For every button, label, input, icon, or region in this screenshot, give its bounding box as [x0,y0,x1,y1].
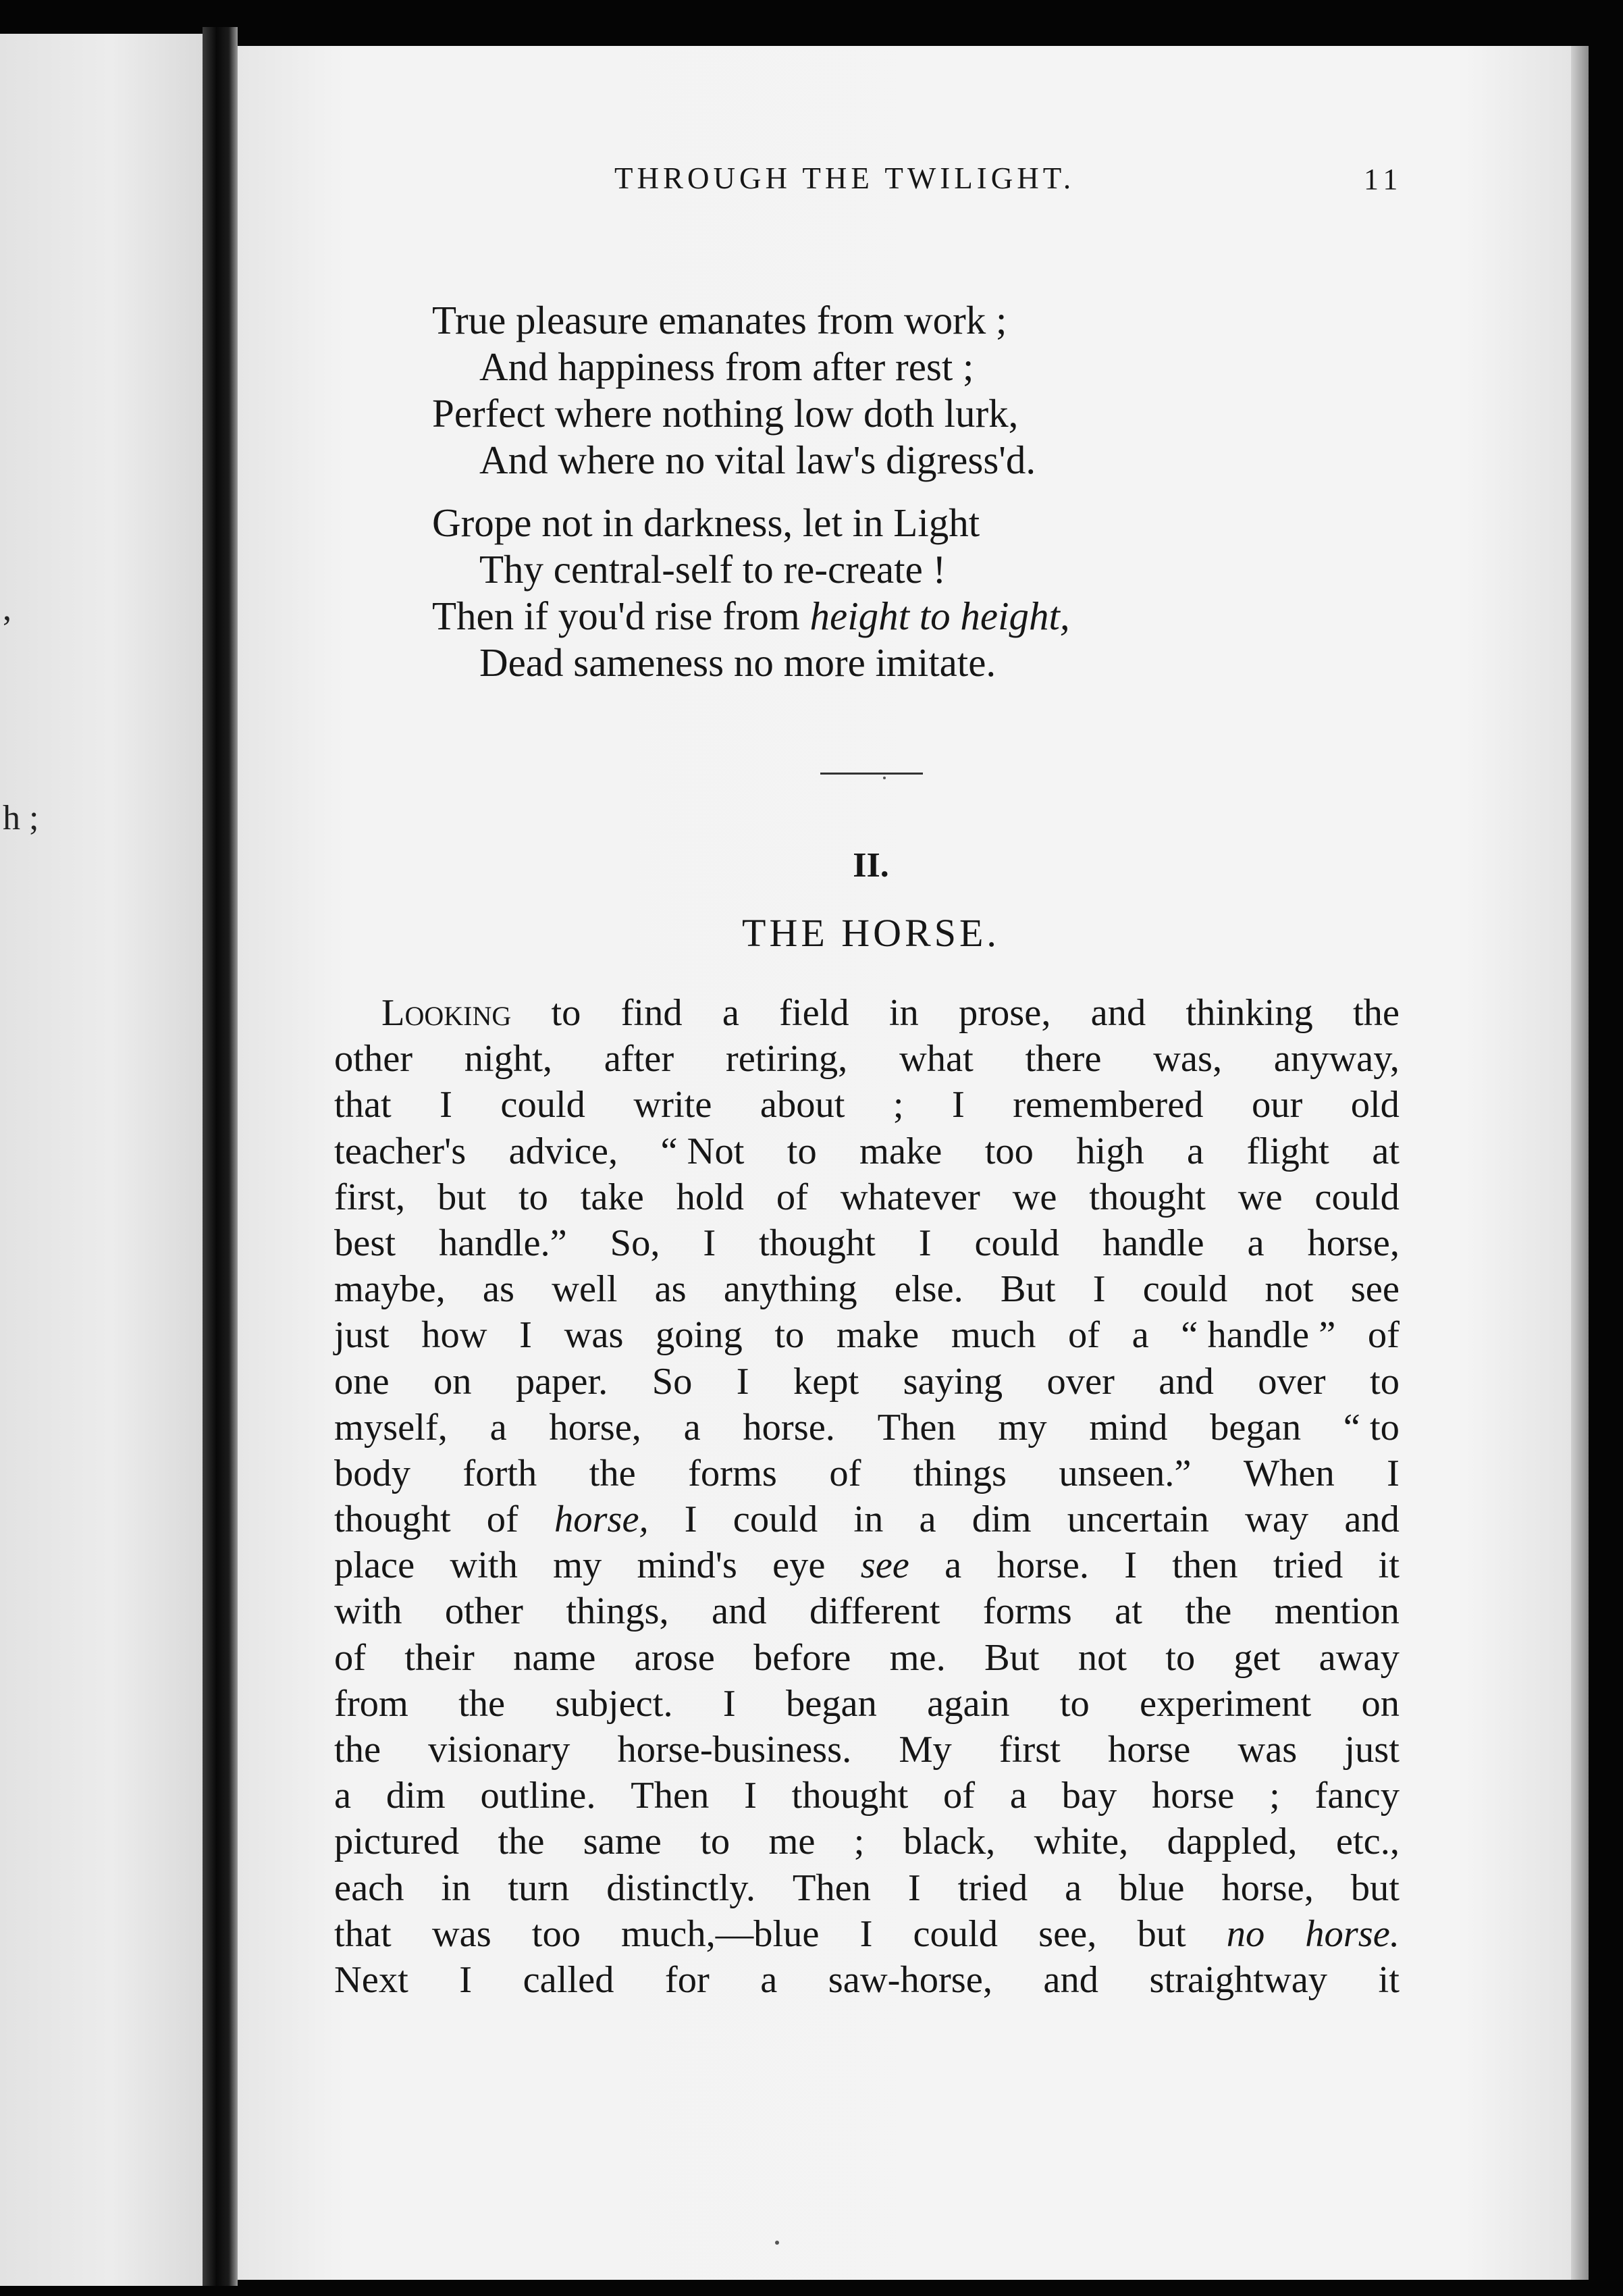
prose-word: horse-business. [617,1729,852,1771]
prose-word: maybe, [334,1268,446,1311]
prose-word: with [334,1590,402,1633]
prose-word: other [334,1038,413,1080]
prose-word: kept [793,1360,859,1403]
prose-word: mention [1274,1590,1400,1633]
prose-word: find [620,992,683,1034]
prose-word: a [1247,1222,1265,1264]
prose-word: Then [877,1406,956,1449]
prose-word: make [836,1314,920,1357]
prose-line [334,1635,1400,1681]
prose-word: remembered [1013,1084,1204,1126]
prose-word: thought [1089,1176,1206,1218]
prose-word: advice, [508,1130,618,1172]
prose-word: teacher's [334,1130,467,1172]
prose-word: could [500,1084,585,1126]
prose-word: a [1132,1314,1149,1357]
prose-line [334,1312,1400,1358]
prose-word: field [779,992,849,1034]
prose-line [334,1036,1400,1082]
prose-line [334,1359,1400,1405]
prose-word: a [1009,1775,1027,1817]
prose-word: anyway, [1273,1038,1400,1080]
section-divider [820,773,923,775]
prose-word: same [583,1821,662,1863]
prose-word: etc., [1335,1821,1400,1863]
prose-word: just [1344,1729,1400,1771]
prose-word: we [1012,1176,1057,1218]
poem-line: Thy central-self to re-create ! [479,547,947,592]
prose-word: horse [1107,1729,1191,1771]
poem-line: And where no vital law's digress'd. [479,438,1036,482]
poem-italic-phrase: height to height, [809,594,1070,638]
prose-word: on [1361,1682,1400,1725]
prose-word: horse, [549,1406,641,1449]
prose-word: arose [634,1636,715,1679]
prose-word: see [860,1544,909,1587]
prose-word: we [1238,1176,1283,1218]
print-speck [883,777,886,779]
prose-word: I [440,1084,452,1126]
prose-word: bay [1061,1775,1117,1817]
prose-word: horse [1151,1775,1235,1817]
prose-word: over [1046,1360,1115,1403]
prose-word: the [334,1729,381,1771]
prose-word: So [651,1360,693,1403]
section-number: II. [853,846,889,885]
prose-word: prose, [958,992,1051,1034]
poem-line [432,593,1445,640]
prose-word: I [859,1912,873,1955]
prose-word: what [899,1038,974,1080]
section-title: THE HORSE. [742,911,1000,955]
prose-word: body [334,1452,410,1494]
prose-word: but [437,1176,487,1218]
prose-line [334,1588,1400,1634]
prose-word: horse. [1305,1912,1400,1955]
prose-word: in [853,1498,884,1541]
prose-word: but [1350,1867,1400,1909]
prose-word: I [684,1498,697,1541]
prose-word: whatever [840,1176,980,1218]
prose-word: from [334,1682,408,1725]
prose-word: thought [759,1222,876,1264]
prose-word: with [450,1544,518,1587]
prose-word: a [919,1498,936,1541]
page-edge-shadow [1571,46,1589,2280]
poem-line: Dead sameness no more imitate. [479,640,996,685]
left-page-fragment: , [3,590,11,628]
prose-word: fancy [1314,1775,1400,1817]
poem-line: Perfect where nothing low doth lurk, [432,391,1019,436]
prose-word: that [334,1912,392,1955]
prose-word: things, [566,1590,669,1633]
prose-word: outline. [480,1775,596,1817]
prose-word: too [531,1912,581,1955]
prose-line [334,1957,1400,2003]
prose-word: saying [903,1360,1003,1403]
prose-line [334,1681,1400,1727]
prose-word: I [703,1222,716,1264]
prose-word: dim [385,1775,446,1817]
prose-word: much [951,1314,1036,1357]
prose-word: before [753,1636,851,1679]
prose-word: to [700,1821,730,1863]
prose-word: it [1378,1958,1400,2001]
prose-word: When [1243,1452,1335,1494]
prose-word: and [1344,1498,1400,1541]
prose-word: saw-horse, [828,1958,992,2001]
prose-word: a [944,1544,962,1587]
prose-word: to [1059,1682,1090,1725]
prose-word: on [433,1360,472,1403]
prose-word: of [776,1176,808,1218]
prose-word: a [760,1958,778,2001]
prose-word: but [1137,1912,1186,1955]
prose-word: thought [334,1498,451,1541]
prose-word: make [859,1130,942,1172]
prose-word: was [431,1912,491,1955]
prose-word: a [334,1775,352,1817]
prose-word: unseen.” [1059,1452,1192,1494]
prose-word: could [733,1498,818,1541]
prose-word: horse, [554,1498,649,1541]
prose-word: it [1378,1544,1400,1587]
prose-word: I [1092,1268,1106,1311]
prose-word: Looking [381,992,512,1034]
prose-word: myself, [334,1406,448,1449]
prose-word: flight [1246,1130,1329,1172]
prose-word: began [785,1682,877,1725]
prose-word: in [888,992,919,1034]
prose-word: of [1067,1314,1100,1357]
prose-word: too [984,1130,1034,1172]
prose-line [334,1819,1400,1864]
prose-word: night, [464,1038,553,1080]
prose-word: blue [1119,1867,1185,1909]
prose-word: straightway [1149,1958,1328,2001]
poem [432,297,1445,702]
prose-word: my [998,1406,1047,1449]
prose-word: thinking [1186,992,1313,1034]
prose-word: and [1090,992,1146,1034]
prose-word: horse, [1307,1222,1400,1264]
prose-word: I [722,1682,736,1725]
prose-word: a [489,1406,507,1449]
prose-word: the [589,1452,636,1494]
prose-word: mind [1089,1406,1168,1449]
prose-word: began [1210,1406,1302,1449]
poem-line: Grope not in darkness, let in Light [432,500,980,545]
prose-word: to [787,1130,817,1172]
prose-word: me. [889,1636,946,1679]
prose-word: could [913,1912,998,1955]
running-title: THROUGH THE TWILIGHT. [614,161,1075,195]
prose-line [334,1405,1400,1451]
prose-word: their [404,1636,475,1679]
prose-word: could [974,1222,1060,1264]
prose-word: for [664,1958,710,2001]
prose-word: as [654,1268,687,1311]
prose-line [334,1542,1400,1588]
prose-word: to [774,1314,805,1357]
prose-word: forms [688,1452,777,1494]
prose-word: I [918,1222,932,1264]
prose-word: my [553,1544,602,1587]
prose-word: how [421,1314,487,1357]
prose-word: dappled, [1167,1821,1298,1863]
prose-word: forms [982,1590,1072,1633]
left-page-edge [0,34,203,2286]
prose-word: at [1372,1130,1400,1172]
prose-word: write [633,1084,712,1126]
prose-word: horse, [1221,1867,1314,1909]
prose-word: Next [334,1958,408,2001]
prose-word: “ handle ” [1181,1314,1336,1357]
prose-word: of [829,1452,861,1494]
prose-word: horse. [996,1544,1089,1587]
prose-word: could [1142,1268,1228,1311]
print-speck [775,2241,779,2245]
prose-word: not [1265,1268,1314,1311]
prose-word: of [486,1498,518,1541]
prose-word: But [1000,1268,1056,1311]
prose-word: about [760,1084,845,1126]
prose-word: well [552,1268,618,1311]
prose-word: again [927,1682,1010,1725]
prose-word: I [744,1775,757,1817]
prose-word: I [459,1958,473,2001]
prose-word: of [334,1636,367,1679]
prose-word: But [984,1636,1040,1679]
prose-word: to [518,1176,548,1218]
prose-word: there [1025,1038,1102,1080]
prose-word: handle [1102,1222,1204,1264]
poem-line: True pleasure emanates from work ; [432,298,1007,342]
prose-word: the [1352,992,1400,1034]
poem-line: And happiness from after rest ; [479,344,974,389]
prose-word: way [1245,1498,1309,1541]
prose-word: high [1076,1130,1144,1172]
prose-word: was, [1153,1038,1223,1080]
prose-word: no [1226,1912,1265,1955]
prose-word: best [334,1222,396,1264]
prose-word: of [943,1775,976,1817]
prose-word: dim [972,1498,1032,1541]
prose-word: other [444,1590,523,1633]
prose-line [334,1865,1400,1911]
prose-word: So, [610,1222,660,1264]
prose-word: tried [1273,1544,1343,1587]
prose-word: going [656,1314,743,1357]
prose-word: away [1319,1636,1400,1679]
prose-word: turn [508,1867,570,1909]
poem-stanza [432,297,1445,484]
prose-word: ; [1269,1775,1280,1817]
prose-line [334,1727,1400,1773]
prose-word: I [1124,1544,1138,1587]
page-number: 11 [1364,163,1404,196]
prose-word: called [523,1958,614,2001]
prose-word: old [1350,1084,1400,1126]
prose-word: our [1251,1084,1303,1126]
prose-word: the [1185,1590,1232,1633]
prose-word: else. [894,1268,963,1311]
prose-word: My [899,1729,952,1771]
prose-word: mind's [637,1544,737,1587]
prose-word: tried [957,1867,1028,1909]
prose-word: was [564,1314,624,1357]
left-page-fragment: h ; [3,799,39,837]
prose-line [334,1174,1400,1220]
prose-word: a [1065,1867,1082,1909]
prose-word: “ to [1343,1406,1400,1449]
prose-word: over [1258,1360,1326,1403]
prose-word: black, [903,1821,996,1863]
book-spine [203,27,238,2286]
prose-word: I [519,1314,532,1357]
prose-line [334,1220,1400,1266]
prose-word: retiring, [725,1038,848,1080]
prose-word: see, [1038,1912,1097,1955]
prose-word: name [513,1636,596,1679]
prose-word: first [999,1729,1061,1771]
prose-word: that [334,1084,392,1126]
prose-word: at [1115,1590,1142,1633]
prose-word: much,—blue [621,1912,820,1955]
prose-word: was [1238,1729,1298,1771]
prose-line [334,1911,1400,1957]
prose-word: thought [791,1775,909,1817]
poem-line-text: Then if you'd rise from [432,594,810,638]
prose-word: pictured [334,1821,460,1863]
prose-word: I [1387,1452,1400,1494]
prose-word: ; [893,1084,904,1126]
prose-word: the [498,1821,545,1863]
prose-word: Then [792,1867,871,1909]
prose-word: visionary [428,1729,570,1771]
prose-word: ; [853,1821,865,1863]
prose-word: a [722,992,739,1034]
poem-stanza [432,500,1445,686]
prose-word: I [907,1867,921,1909]
prose-line [334,1266,1400,1312]
prose-word: to [551,992,581,1034]
prose-word: anything [723,1268,857,1311]
prose-word: after [604,1038,674,1080]
prose-word: to [1165,1636,1196,1679]
prose-word: first, [334,1176,406,1218]
prose-word: a [683,1406,701,1449]
prose-word: each [334,1867,404,1909]
prose-body [334,990,1400,2003]
prose-word: could [1314,1176,1400,1218]
prose-word: paper. [515,1360,608,1403]
prose-word: hold [676,1176,745,1218]
prose-word: different [809,1590,940,1633]
prose-word: place [334,1544,415,1587]
prose-word: as [482,1268,514,1311]
prose-word: white, [1034,1821,1129,1863]
prose-word: uncertain [1067,1498,1209,1541]
prose-word: not [1077,1636,1127,1679]
prose-word: eye [772,1544,826,1587]
prose-word: and [1043,1958,1098,2001]
prose-word: see [1350,1268,1400,1311]
prose-word: of [1367,1314,1400,1357]
prose-word: just [334,1314,390,1357]
prose-line [334,1451,1400,1496]
prose-word: horse. [743,1406,835,1449]
prose-word: and [712,1590,767,1633]
prose-line [334,1496,1400,1542]
prose-word: I [736,1360,749,1403]
prose-word: things [913,1452,1007,1494]
prose-word: me [768,1821,816,1863]
prose-word: one [334,1360,390,1403]
prose-word: distinctly. [606,1867,755,1909]
page-header [378,161,1418,215]
prose-word: then [1172,1544,1238,1587]
prose-word: take [580,1176,644,1218]
prose-line [334,1128,1400,1174]
prose-word: handle.” [438,1222,567,1264]
prose-line [334,990,1400,1036]
prose-word: forth [462,1452,537,1494]
prose-word: to [1370,1360,1400,1403]
prose-word: experiment [1140,1682,1312,1725]
prose-word: subject. [555,1682,673,1725]
prose-word: the [458,1682,506,1725]
prose-word: “ Not [660,1130,745,1172]
prose-word: get [1233,1636,1281,1679]
prose-word: a [1187,1130,1204,1172]
prose-word: and [1159,1360,1214,1403]
prose-line [334,1773,1400,1819]
prose-word: I [951,1084,965,1126]
prose-line [334,1082,1400,1128]
prose-word: Then [631,1775,710,1817]
prose-word: in [441,1867,471,1909]
